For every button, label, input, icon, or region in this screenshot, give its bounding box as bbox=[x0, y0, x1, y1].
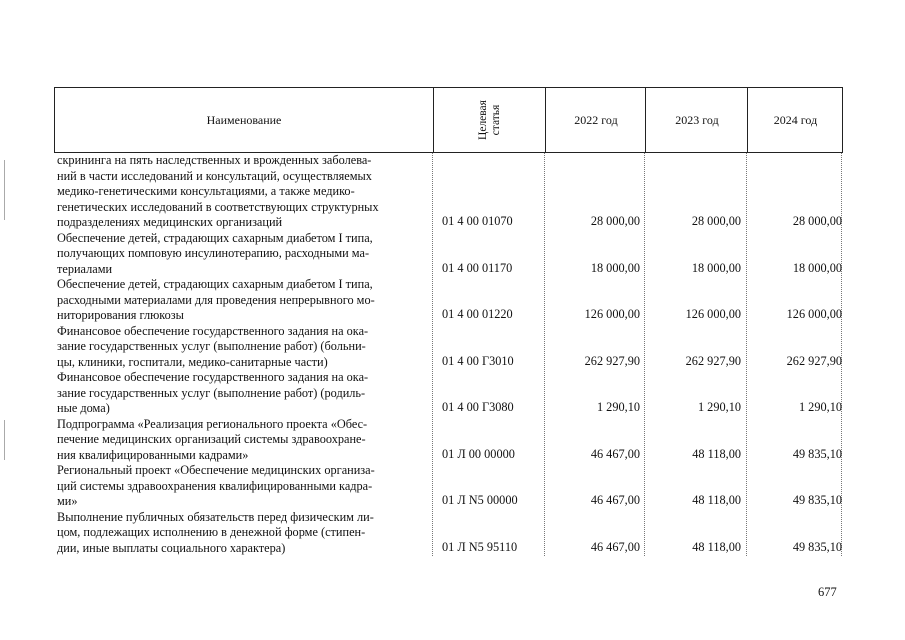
row-name-line: цом, подлежащих исполнению в денежной форме (стипен- bbox=[57, 525, 366, 539]
row-name bbox=[54, 324, 426, 371]
row-value-2023: 18 000,00 bbox=[691, 260, 741, 275]
row-name bbox=[54, 417, 426, 464]
row-code: 01 4 00 Г3080 bbox=[442, 400, 514, 414]
row-name-line: цы, клиники, госпитали, медико-санитарные части) bbox=[57, 354, 328, 369]
row-name-line: Обеспечение детей, страдающих сахарным диабетом I типа, bbox=[57, 230, 373, 245]
table-header bbox=[54, 87, 843, 153]
row-code: 01 Л N5 95110 bbox=[442, 539, 518, 554]
row-value-2022: 46 467,00 bbox=[590, 539, 640, 554]
row-name-line: скрининга на пять наследственных и врожденных заболева- bbox=[57, 153, 372, 167]
row-name-line: зание государственных услуг (выполнение работ) (больни- bbox=[57, 339, 366, 353]
row-value-2022: 46 467,00 bbox=[590, 493, 640, 507]
row-name-line: ные дома) bbox=[57, 401, 110, 415]
row-name-line: Подпрограмма «Реализация регионального проекта «Обес- bbox=[57, 416, 368, 431]
row-value-2022: 28 000,00 bbox=[590, 214, 640, 228]
row-value-2022: 46 467,00 bbox=[590, 446, 640, 461]
row-value-2022: 1 290,10 bbox=[596, 400, 640, 414]
row-code: 01 Л 00 00000 bbox=[442, 446, 515, 461]
row-name-line: ниторирования глюкозы bbox=[57, 308, 184, 322]
row-value-2022: 18 000,00 bbox=[590, 260, 640, 275]
row-name-line: ния квалифицированными кадрами» bbox=[57, 447, 249, 462]
row-name-line: медико-генетическими консультациями, а также медико- bbox=[57, 184, 355, 198]
scan-margin-mark bbox=[4, 420, 5, 460]
row-name-line: зание государственных услуг (выполнение работ) (родиль- bbox=[57, 385, 366, 400]
row-value-2023: 48 118,00 bbox=[692, 446, 741, 461]
row-code: 01 4 00 01170 bbox=[442, 260, 513, 275]
row-name-line: Финансовое обеспечение государственного задания на ока- bbox=[57, 370, 369, 384]
row-value-2024: 126 000,00 bbox=[786, 307, 842, 321]
row-code: 01 Л N5 00000 bbox=[442, 493, 518, 507]
row-value-2022: 262 927,90 bbox=[584, 353, 640, 368]
row-value-2023: 48 118,00 bbox=[692, 493, 741, 507]
table-row bbox=[54, 463, 843, 510]
row-value-2023: 126 000,00 bbox=[685, 307, 741, 321]
table-row bbox=[54, 324, 843, 371]
row-name bbox=[54, 153, 426, 231]
row-name-line: Региональный проект «Обеспечение медицинских организа- bbox=[57, 463, 375, 477]
header-2023: 2023 год bbox=[645, 88, 748, 152]
row-name bbox=[54, 277, 426, 324]
budget-table bbox=[54, 87, 843, 556]
header-name: Наименование bbox=[206, 112, 282, 127]
row-code: 01 4 00 01070 bbox=[442, 214, 513, 228]
table-row bbox=[54, 370, 843, 417]
header-2024: 2024 год bbox=[747, 88, 843, 152]
row-name-line: получающих помповую инсулинотерапию, расходными ма- bbox=[57, 246, 370, 260]
row-name-line: Обеспечение детей, страдающих сахарным диабетом I типа, bbox=[57, 277, 373, 291]
row-name-line: дии, иные выплаты социального характера) bbox=[57, 540, 286, 555]
row-value-2024: 18 000,00 bbox=[792, 260, 842, 275]
row-name bbox=[54, 231, 426, 278]
scan-margin-mark bbox=[4, 160, 5, 220]
row-code: 01 4 00 Г3010 bbox=[442, 353, 514, 368]
table-row bbox=[54, 277, 843, 324]
row-value-2024: 49 835,10 bbox=[792, 493, 842, 507]
row-value-2023: 1 290,10 bbox=[697, 400, 741, 414]
row-name-line: расходными материалами для проведения непрерывного мо- bbox=[57, 292, 375, 307]
row-name-line: печение медицинских организаций системы здравоохране- bbox=[57, 432, 366, 446]
row-name-line: ций системы здравоохранения квалифицированными кадра- bbox=[57, 478, 373, 493]
row-value-2024: 262 927,90 bbox=[786, 353, 842, 368]
row-name-line: Выполнение публичных обязательств перед физическим ли- bbox=[57, 509, 374, 524]
row-code: 01 4 00 01220 bbox=[442, 307, 513, 321]
row-name-line: подразделениях медицинских организаций bbox=[57, 215, 283, 229]
table-row bbox=[54, 510, 843, 557]
row-name-line: ний в части исследований и консультаций, осуществляемых bbox=[57, 168, 372, 183]
row-name-line: генетических исследований в соответствующих структурных bbox=[57, 199, 379, 214]
row-name bbox=[54, 370, 426, 417]
row-name-line: ми» bbox=[57, 494, 78, 508]
table-body bbox=[54, 153, 843, 556]
row-value-2024: 28 000,00 bbox=[792, 214, 842, 228]
header-target bbox=[433, 88, 546, 152]
row-value-2023: 48 118,00 bbox=[692, 539, 741, 554]
row-value-2023: 262 927,90 bbox=[685, 353, 741, 368]
row-name-line: Финансовое обеспечение государственного задания на ока- bbox=[57, 323, 369, 338]
row-name bbox=[54, 463, 426, 510]
header-target-label: Целевая статья bbox=[477, 100, 502, 140]
row-value-2022: 126 000,00 bbox=[584, 307, 640, 321]
row-value-2024: 1 290,10 bbox=[798, 400, 842, 414]
row-value-2024: 49 835,10 bbox=[792, 446, 842, 461]
row-name-line: териалами bbox=[57, 261, 113, 276]
header-2022: 2022 год bbox=[545, 88, 646, 152]
row-value-2023: 28 000,00 bbox=[691, 214, 741, 228]
row-name bbox=[54, 510, 426, 557]
table-row bbox=[54, 231, 843, 278]
page-number: 677 bbox=[818, 585, 837, 599]
table-row bbox=[54, 153, 843, 231]
row-value-2024: 49 835,10 bbox=[792, 539, 842, 554]
table-row bbox=[54, 417, 843, 464]
